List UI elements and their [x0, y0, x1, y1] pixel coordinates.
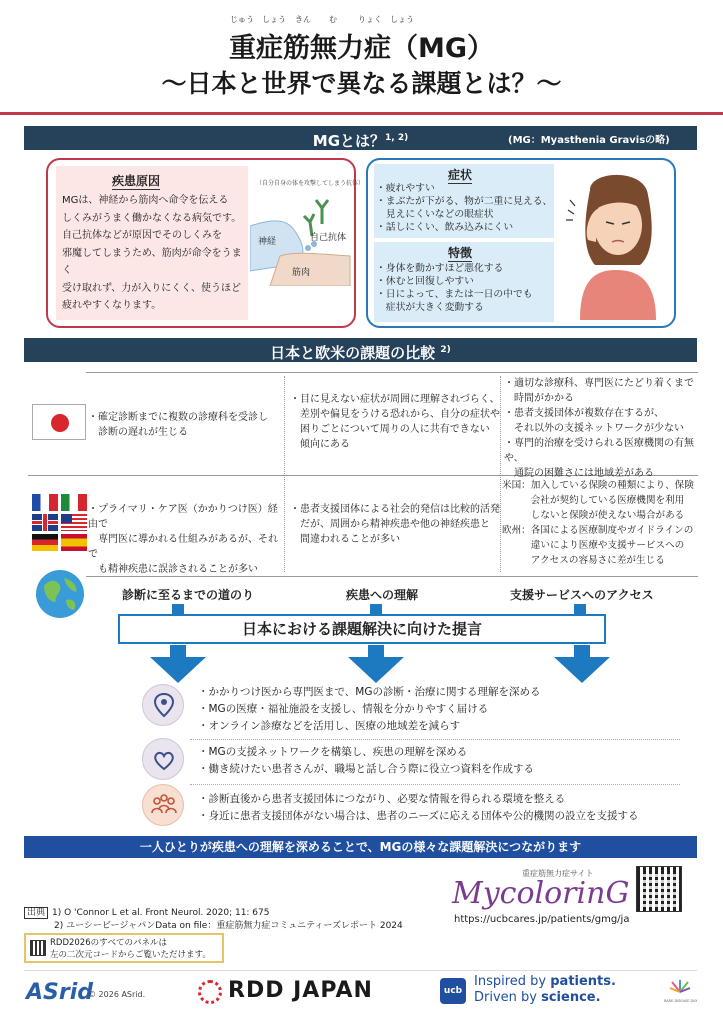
diagram-caption: （自分自身の体を攻撃してしまう抗体）	[256, 180, 365, 187]
west-col3-line3: しないと保険が使えない場合がある	[502, 510, 685, 521]
conclusion-banner	[24, 836, 697, 858]
ruby-4: む	[329, 15, 337, 24]
rare-disease-day-icon	[668, 978, 692, 998]
section1-title: MGとは？	[312, 132, 386, 150]
western-flags	[32, 494, 88, 554]
label-antibody: 自己抗体	[310, 233, 347, 243]
germany-flag	[32, 534, 58, 551]
mycoloring-url[interactable]: https://ucbcares.jp/patients/gmg/ja	[454, 914, 630, 925]
west-col3-line4: 欧州：各国による医療制度やガイドラインの	[502, 525, 694, 536]
title-ruby	[0, 14, 723, 26]
section1-title-sup: 1, 2)	[385, 133, 409, 143]
ucb-line2-b: science.	[541, 990, 601, 1005]
rdd-note-line1: RDD2026のすべてのパネルは	[50, 938, 167, 948]
proposal-divider-1	[190, 739, 680, 740]
us-flag	[61, 514, 87, 531]
footer-divider	[24, 970, 697, 971]
rdd-note-box	[24, 933, 224, 963]
arrow-head-3	[554, 657, 610, 683]
proposal-3-1: ・診断直後から患者支援団体につながり、必要な情報を得られる環境を整える	[198, 793, 566, 805]
proposal-divider-2	[190, 784, 680, 785]
arrow-head-2	[348, 657, 404, 683]
rdd-note-text	[50, 937, 211, 961]
cause-line-5: 受け取れず、力が入りにくく、使うほど	[62, 282, 241, 294]
symptoms-heading: 症状	[448, 168, 473, 182]
japan-col3-line1: ・適切な診療科、専門医にたどり着くまで	[504, 378, 694, 389]
rdd-qr-icon	[30, 940, 46, 956]
japan-col2-line2: 差別や偏見をうける恐れから、自分の症状や	[290, 409, 500, 420]
map-pin-icon	[142, 684, 184, 726]
west-col2-line1: ・患者支援団体による社会的発信は比較的活発	[290, 504, 500, 515]
france-flag	[32, 494, 58, 511]
proposal-1-1: ・かかりつけ医から専門医まで、MGの診断・治療に関する理解を深める	[198, 686, 541, 698]
source-1: 1) O 'Connor L et al. Front Neurol. 2020; 11: 675	[52, 908, 270, 918]
cause-line-3: 自己抗体などが原因でそのしくみを	[62, 230, 222, 241]
proposal-group2	[198, 744, 698, 778]
sources-label: 出典	[24, 907, 48, 919]
west-col3-line6: アクセスの容易さに差が生じる	[502, 555, 665, 566]
label-muscle: 筋肉	[292, 268, 311, 278]
page-title: 重症筋無力症（MG）	[228, 33, 495, 64]
proposal-1-3: ・オンライン診療などを活用し、医療の地域差を減らす	[198, 720, 461, 732]
west-col1-line3: も精神疾患に誤診されることが多い	[88, 564, 258, 575]
category-diagnosis: 診断に至るまでの道のり	[122, 588, 255, 602]
cause-line-1: MGは、神経から筋肉へ命令を伝える	[62, 195, 229, 206]
page-subtitle: ～日本と世界で異なる課題とは？～	[161, 69, 562, 98]
ucb-line1-b: patients.	[550, 974, 616, 989]
west-col1-line1: ・プライマリ・ケア医（かかりつけ医）経由で	[88, 504, 278, 530]
features-list	[376, 262, 554, 314]
cause-line-4: 邪魔してしまうため、筋肉が命令をうまく	[62, 247, 242, 276]
west-col2-line3: 間違われることが多い	[290, 534, 400, 545]
section1-note: (MG：Myasthenia Gravisの略)	[508, 135, 670, 146]
symptom-2: ・まぶたが下がる、物が二重に見える、	[376, 196, 553, 207]
ruby-1: じゅう	[230, 15, 254, 24]
japan-col3	[504, 376, 700, 481]
west-col3-line2: 会社が契約している医療機関を利用	[502, 495, 685, 506]
features-heading: 特徴	[448, 246, 473, 260]
japan-col2-line3: 困りごとについて周りの人に共有できない	[290, 424, 490, 435]
japan-col1-line1: ・確定診断までに複数の診療科を受診し	[88, 412, 268, 423]
feature-2: ・休むと回復しやすい	[376, 276, 474, 287]
rdd-flower-icon	[198, 980, 222, 1004]
feature-4: 症状が大きく変動する	[376, 302, 484, 313]
symptoms-list	[376, 182, 554, 234]
ruby-6: しょう	[390, 15, 414, 24]
japan-col2-line1: ・目に見えない症状が周囲に理解されづらく、	[290, 394, 500, 405]
category-access: 支援サービスへのアクセス	[510, 588, 654, 602]
globe-icon	[34, 568, 86, 620]
proposal-3-2: ・身近に患者支援団体がない場合は、患者のニーズに応える団体や公的機関の設立を支援する	[198, 810, 639, 822]
proposal-title: 日本における課題解決に向けた提言	[241, 620, 482, 638]
japan-col2	[290, 392, 502, 452]
cause-text	[62, 192, 248, 315]
feature-1: ・身体を動かすほど悪化する	[376, 263, 504, 274]
west-col1-line2: 専門医に導かれる仕組みがあるが、それで	[88, 534, 278, 560]
proposal-2-2: ・働き続けたい患者さんが、職場と話し合う際に役立つ資料を作成する	[198, 763, 534, 775]
asrid-copyright: © 2026 ASrid.	[88, 990, 146, 999]
asrid-logo: ASrid	[26, 980, 94, 1005]
japan-col3-line2: 時間がかかる	[504, 393, 574, 404]
people-icon	[142, 784, 184, 826]
proposal-title-box	[118, 614, 606, 644]
ucb-slogan-line2	[474, 990, 616, 1006]
mycoloring-logo: MycolorinG	[452, 876, 630, 911]
japan-flag	[32, 404, 86, 440]
japan-col3-line6: 通院の困難さには地域差がある	[504, 468, 654, 479]
arrow-stem-1	[172, 604, 184, 614]
header-divider	[0, 112, 723, 115]
cause-line-6: 疲れやすくなります。	[62, 300, 162, 311]
source-2: 2) ユーシービージャパンData on file：重症筋無力症コミュニティーズレポート 2024	[54, 921, 403, 931]
spain-flag	[61, 534, 87, 551]
japan-col3-line5: ・専門的治療を受けられる医療機関の有無や、	[504, 438, 694, 464]
sources	[24, 907, 444, 933]
arrow-stem-6	[574, 645, 590, 657]
japan-col1	[88, 410, 284, 440]
cause-line-2: しくみがうまく働かなくなる病気です。	[62, 212, 242, 224]
table-line-top	[86, 372, 698, 373]
ucb-mark	[440, 978, 466, 1004]
mycoloring-qr	[636, 866, 682, 912]
west-col3	[502, 478, 700, 568]
cause-heading: 疾患原因	[112, 174, 161, 188]
label-nerve: 神経	[258, 237, 277, 247]
japan-col1-line2: 診断の遅れが生じる	[88, 427, 188, 438]
rare-disease-day-text: RARE DISEASE DAY	[664, 999, 698, 1003]
arrow-stem-5	[368, 645, 384, 657]
table-vline-1	[284, 376, 285, 572]
west-col1	[88, 502, 284, 577]
ruby-2: しょう	[262, 15, 286, 24]
tired-woman-illustration	[560, 170, 672, 320]
west-col2-line2: だが、周囲から精神疾患や他の神経疾患と	[290, 519, 490, 530]
japan-col3-line4: それ以外の支援ネットワークが少ない	[504, 423, 684, 434]
section2-band	[24, 338, 697, 362]
arrow-head-1	[150, 657, 206, 683]
ucb-line1-a: Inspired by	[474, 974, 551, 989]
japan-flag-disc	[51, 414, 69, 432]
ucb-slogan	[474, 974, 616, 1006]
section2-title: 日本と欧米の課題の比較	[270, 344, 436, 362]
ruby-3: きん	[295, 15, 311, 24]
arrow-stem-4	[170, 645, 186, 657]
west-col3-line5: 違いにより医療や支援サービスへの	[502, 540, 685, 551]
feature-3: ・日によって、または一日の中でも	[376, 289, 533, 300]
symptom-3: 見えにくいなどの眼症状	[376, 209, 494, 220]
ruby-5: りょく	[358, 15, 382, 24]
italy-flag	[61, 494, 87, 511]
conclusion-text: 一人ひとりが疾患への理解を深めることで、MGの様々な課題解決につながります	[139, 840, 582, 854]
proposal-1-2: ・MGの医療・福祉施設を支援し、情報を分かりやすく届ける	[198, 703, 489, 715]
uk-flag	[32, 514, 58, 531]
arrow-stem-3	[574, 604, 586, 614]
proposal-group3	[198, 791, 708, 825]
rdd-note-line2: 左の二次元コードからご覧いただけます。	[50, 950, 211, 960]
japan-col3-line3: ・患者支援団体が複数存在するが、	[504, 408, 664, 419]
west-col2	[290, 502, 502, 547]
proposal-group1	[198, 684, 698, 735]
proposal-2-1: ・MGの支援ネットワークを構築し、疾患の理解を深める	[198, 746, 468, 758]
ucb-slogan-line1	[474, 974, 616, 990]
symptom-4: ・話しにくい、飲み込みにくい	[376, 222, 514, 233]
mycoloring-subtitle: 重症筋無力症サイト	[522, 869, 594, 878]
section2-title-sup: 2)	[440, 345, 451, 355]
west-col3-line1: 米国：加入している保険の種類により、保険	[502, 480, 694, 491]
ucb-mark-text: ucb	[443, 986, 463, 996]
symptom-1: ・疲れやすい	[376, 183, 435, 194]
heart-icon	[142, 738, 184, 780]
rdd-logo: RDD JAPAN	[228, 978, 373, 1003]
category-understanding: 疾患への理解	[346, 588, 419, 602]
ucb-line2-a: Driven by	[474, 990, 542, 1005]
arrow-stem-2	[370, 604, 382, 614]
japan-col2-line4: 傾向にある	[290, 439, 350, 450]
